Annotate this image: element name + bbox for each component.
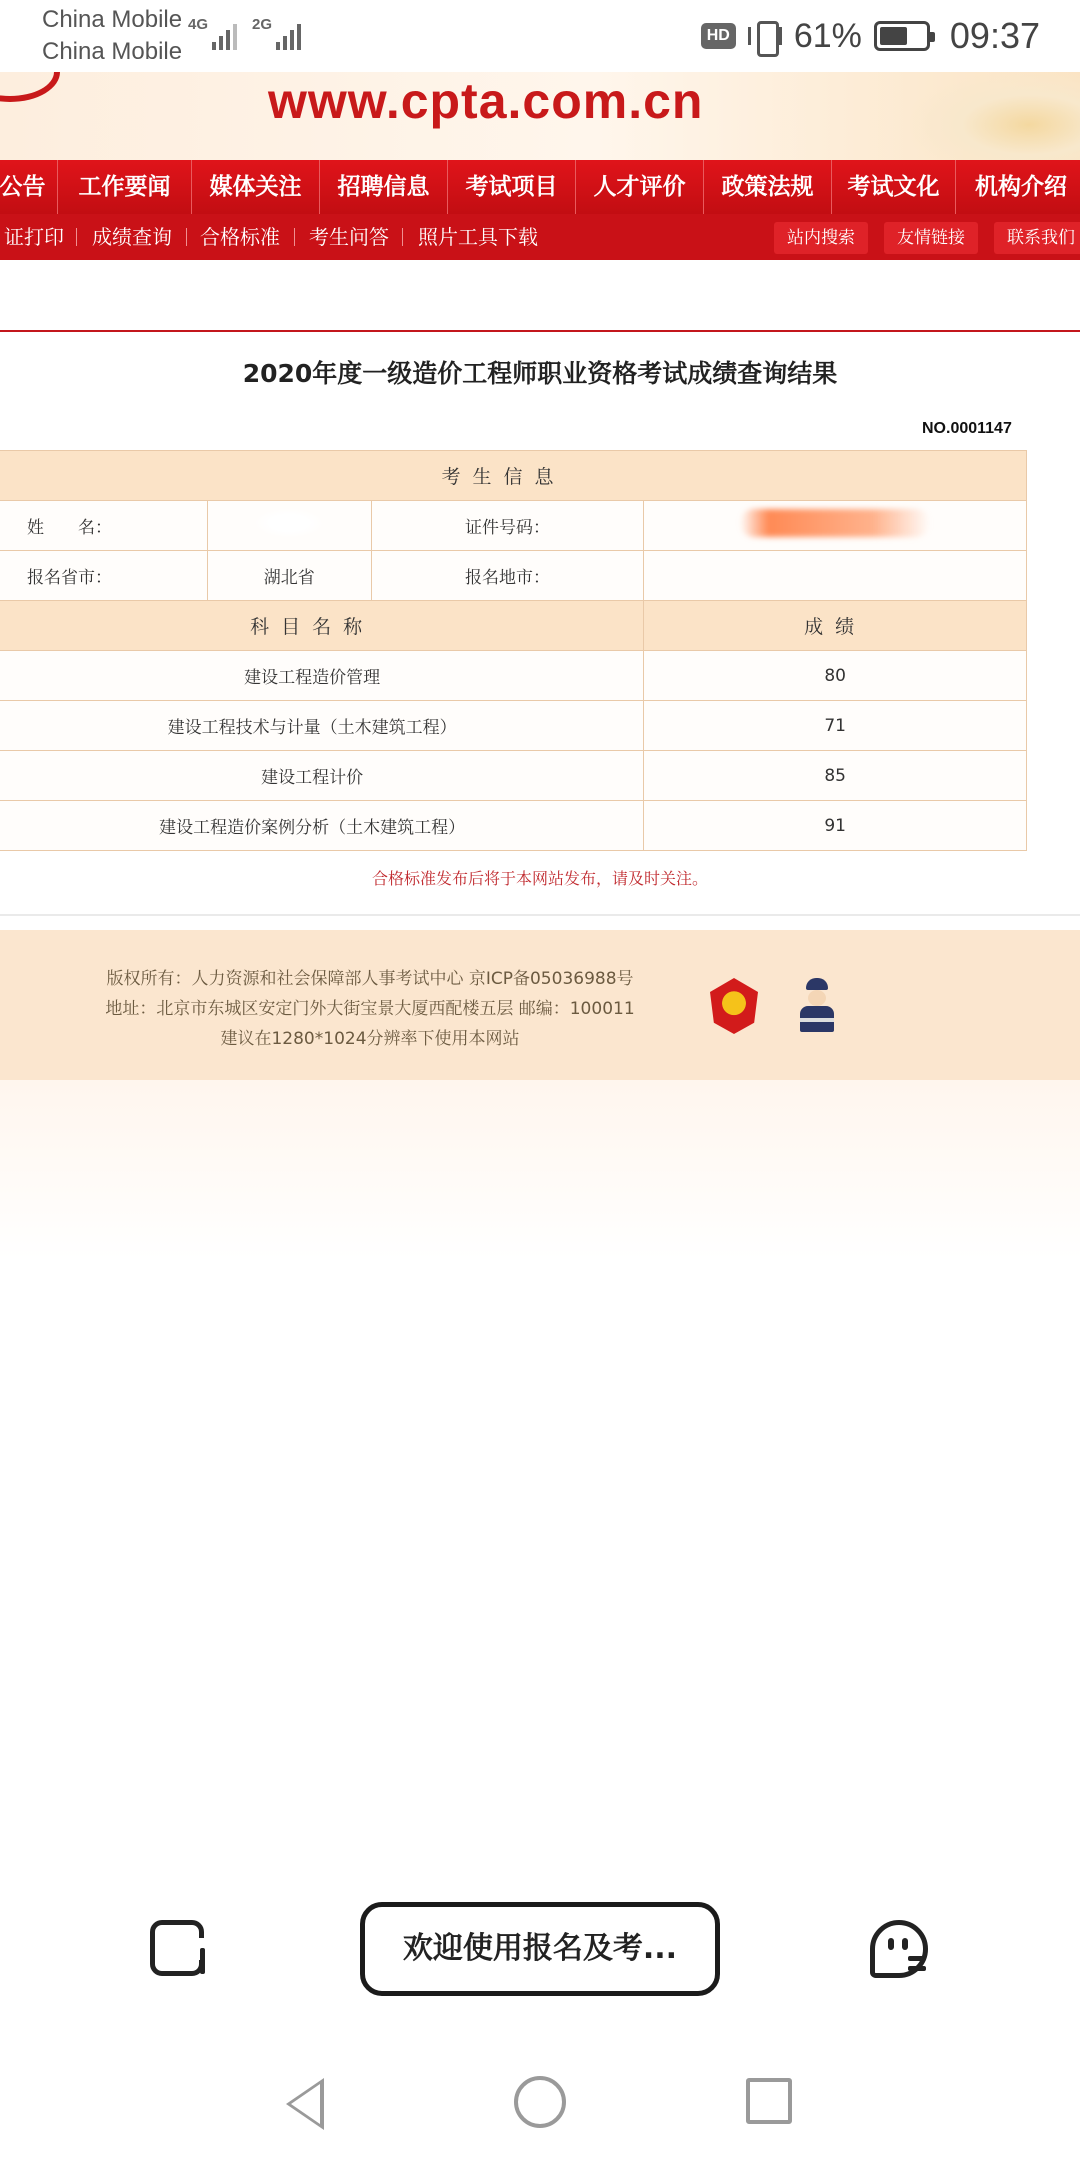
divider	[0, 330, 1080, 332]
nav-item-culture[interactable]: 考试文化	[832, 160, 956, 214]
subject-name: 建设工程造价管理	[0, 651, 644, 701]
tabs-icon[interactable]	[148, 1918, 210, 1980]
divider	[0, 914, 1080, 916]
site-footer	[0, 930, 1080, 1080]
subnav-pass-standard[interactable]: 合格标准	[200, 225, 280, 249]
subject-name: 建设工程计价	[0, 751, 644, 801]
status-bar	[0, 0, 1080, 72]
contact-us-button[interactable]: 联系我们	[994, 222, 1080, 254]
assistant-icon[interactable]	[868, 1918, 934, 1984]
city-value	[644, 551, 1027, 601]
welcome-button[interactable]: 欢迎使用报名及考...	[360, 1902, 720, 1996]
province-value: 湖北省	[207, 551, 371, 601]
main-nav	[0, 160, 1080, 214]
home-icon[interactable]	[514, 2076, 566, 2128]
table-row	[0, 451, 1027, 501]
clock: 09:37	[949, 15, 1040, 56]
nav-item-talent-evaluation[interactable]: 人才评价	[576, 160, 704, 214]
page-title: 2020年度一级造价工程师职业资格考试成绩查询结果	[242, 359, 838, 388]
sub-nav	[0, 214, 1080, 260]
nav-item-media[interactable]: 媒体关注	[192, 160, 320, 214]
table-row	[0, 651, 1027, 701]
battery-percent: 61%	[793, 16, 862, 55]
footer-copyright: 版权所有：人力资源和社会保障部人事考试中心 京ICP备05036988号	[106, 969, 634, 989]
back-icon[interactable]	[286, 2078, 324, 2130]
nav-item-policy[interactable]: 政策法规	[704, 160, 832, 214]
subject-score: 85	[644, 751, 1027, 801]
subject-score: 71	[644, 701, 1027, 751]
hd-badge: HD	[701, 23, 736, 49]
notice-text: 合格标准发布后将于本网站发布，请及时关注。	[371, 869, 708, 888]
redacted-id	[740, 509, 930, 537]
subject-score: 80	[644, 651, 1027, 701]
table-row	[0, 501, 1027, 551]
friendly-links-button[interactable]: 友情链接	[884, 222, 978, 254]
subject-score: 91	[644, 801, 1027, 851]
police-icon[interactable]	[792, 976, 842, 1036]
network-type-1: 4G	[188, 16, 209, 33]
candidate-info-header: 考生信息	[0, 451, 1027, 501]
system-nav-bar	[0, 2060, 1080, 2160]
score-header: 成绩	[644, 601, 1027, 651]
redacted-name	[254, 508, 324, 538]
city-label: 报名地市：	[371, 551, 644, 601]
subject-name: 建设工程造价案例分析（土木建筑工程）	[0, 801, 644, 851]
carrier-1: China Mobile	[42, 6, 183, 33]
battery-icon	[874, 21, 930, 51]
nav-item-exams[interactable]: 考试项目	[448, 160, 576, 214]
table-row	[0, 551, 1027, 601]
id-value	[644, 501, 1027, 551]
id-label: 证件号码：	[371, 501, 644, 551]
subnav-candidate-qa[interactable]: 考生问答	[309, 225, 389, 249]
nav-item-recruitment[interactable]: 招聘信息	[320, 160, 448, 214]
table-row	[0, 751, 1027, 801]
subnav-score-query[interactable]: 成绩查询	[92, 225, 172, 249]
table-row	[0, 601, 1027, 651]
vibrate-icon	[748, 19, 782, 53]
network-type-2: 2G	[252, 16, 273, 33]
footer-address: 地址：北京市东城区安定门外大街宝景大厦西配楼五层 邮编：100011	[105, 999, 635, 1019]
subject-name: 建设工程技术与计量（土木建筑工程）	[0, 701, 644, 751]
result-number: NO.0001147	[922, 420, 1012, 437]
subnav-photo-tool[interactable]: 照片工具下载	[418, 225, 538, 249]
nav-item-announcement[interactable]: 公告	[0, 160, 58, 214]
table-row	[0, 801, 1027, 851]
subject-header: 科目名称	[0, 601, 644, 651]
name-value	[207, 501, 371, 551]
footer-resolution-note: 建议在1280*1024分辨率下使用本网站	[220, 1029, 520, 1049]
site-banner	[0, 72, 1080, 160]
table-row	[0, 701, 1027, 751]
recent-apps-icon[interactable]	[746, 2078, 792, 2124]
site-url: www.cpta.com.cn	[268, 73, 704, 129]
site-logo	[0, 72, 60, 102]
nav-item-work-news[interactable]: 工作要闻	[58, 160, 192, 214]
carrier-2: China Mobile	[42, 38, 183, 65]
province-label: 报名省市：	[0, 551, 207, 601]
name-label: 姓 名：	[0, 501, 207, 551]
blank-area	[0, 1080, 1080, 1260]
subnav-admission-print[interactable]: 证打印	[4, 225, 64, 249]
result-table	[0, 450, 1027, 851]
site-search-button[interactable]: 站内搜索	[774, 222, 868, 254]
nav-item-about[interactable]: 机构介绍	[975, 174, 1067, 200]
banner-decoration	[910, 72, 1080, 160]
